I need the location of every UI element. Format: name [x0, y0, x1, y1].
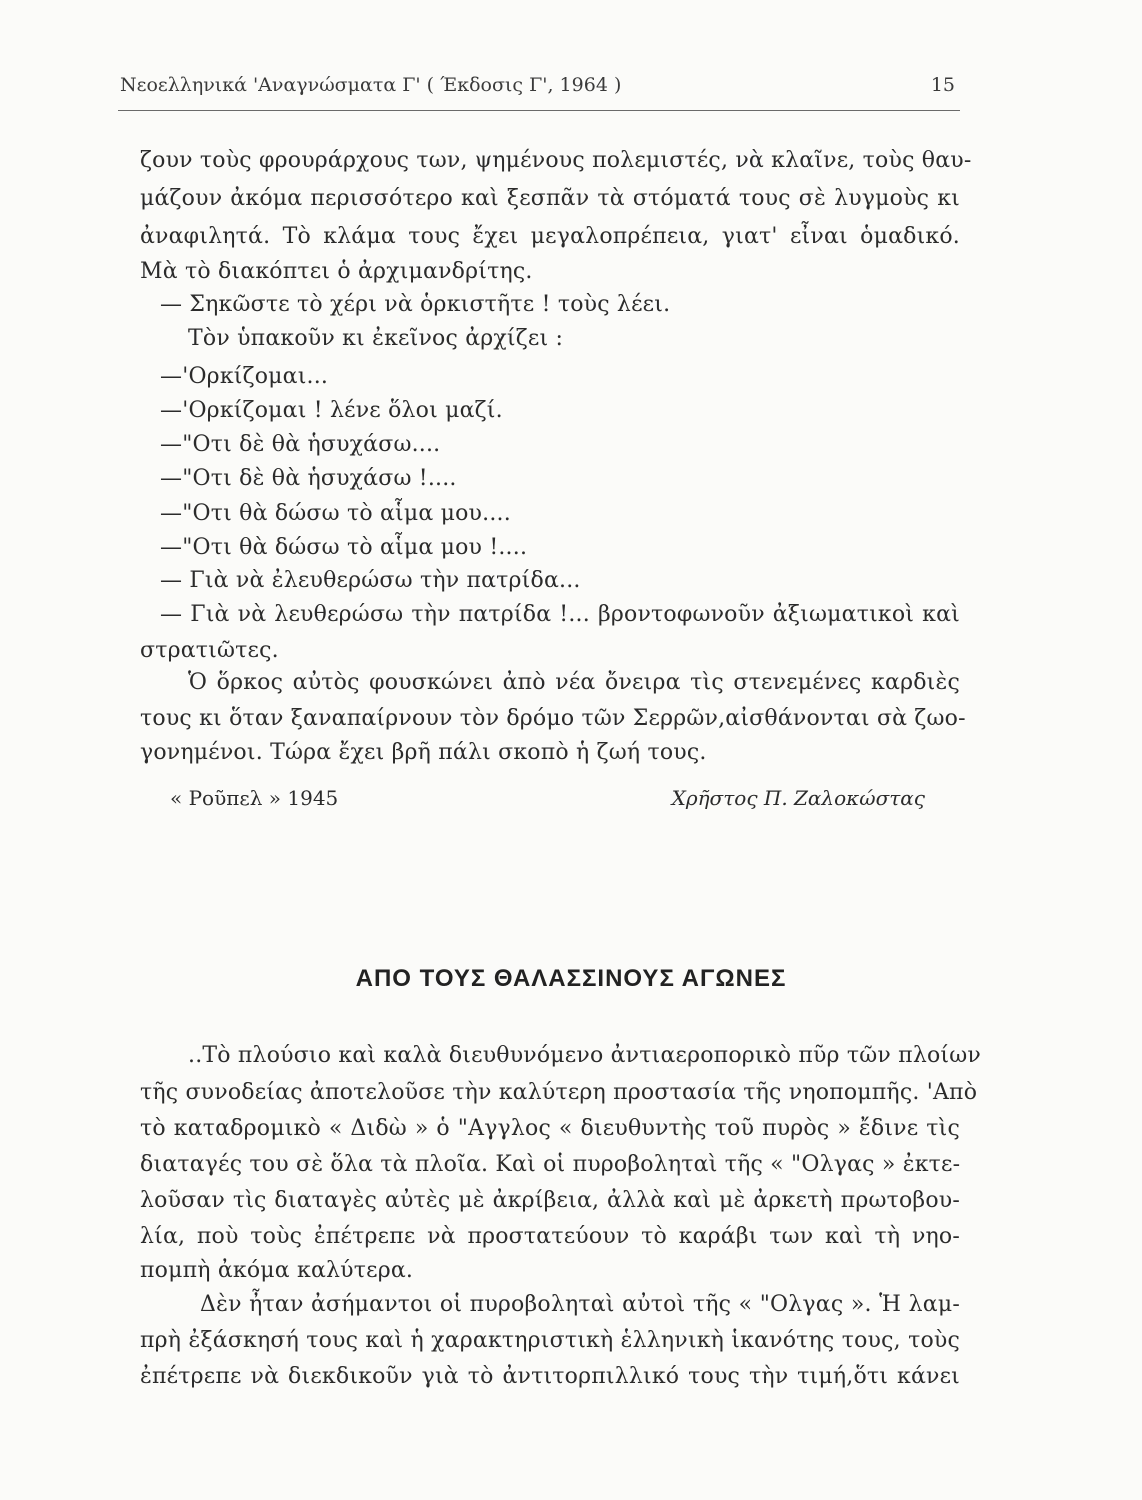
body-line: ..Τὸ πλούσιο καὶ καλὰ διευθυνόμενο ἀντιαεροπορικὸ πῦρ τῶν πλοίων	[188, 1043, 981, 1068]
body-line: — Γιὰ νὰ ἐλευθερώσω τὴν πατρίδα...	[160, 568, 581, 593]
body-line: —"Οτι δὲ θὰ ἡσυχάσω....	[160, 432, 441, 457]
body-line: λία, ποὺ τοὺς ἐπέτρεπε νὰ προστατεύουν τὸ καράβι των καὶ τὴ νηο-	[140, 1224, 960, 1249]
body-line: στρατιῶτες.	[140, 638, 279, 663]
body-line: — Σηκῶστε τὸ χέρι νὰ ὁρκιστῆτε ! τοὺς λέει.	[160, 292, 671, 317]
body-line: τῆς συνοδείας ἀποτελοῦσε τὴν καλύτερη προστασία τῆς νηοπομπῆς. 'Απὸ	[140, 1080, 978, 1105]
body-line: —"Οτι θὰ δώσω τὸ αἷμα μου....	[160, 501, 511, 526]
body-line: μάζουν ἀκόμα περισσότερο καὶ ξεσπᾶν τὰ στόματά τους σὲ λυγμοὺς κι	[140, 186, 960, 211]
body-line: διαταγές του σὲ ὅλα τὰ πλοῖα. Καὶ οἱ πυροβοληταὶ τῆς « "Ολγας » ἐκτε-	[140, 1152, 961, 1177]
body-line: τὸ καταδρομικὸ « Διδὼ » ὁ "Αγγλος « διευθυντὴς τοῦ πυρὸς » ἔδινε τὶς	[140, 1116, 960, 1141]
body-line: τους κι ὅταν ξαναπαίρνουν τὸν δρόμο τῶν Σερρῶν,αἰσθάνονται σὰ ζωο-	[140, 706, 966, 731]
page-number: 15	[930, 74, 955, 96]
body-line: ἐπέτρεπε νὰ διεκδικοῦν γιὰ τὸ ἀντιτορπιλλικό τους τὴν τιμή,ὅτι κάνει	[140, 1364, 960, 1389]
section-title: ΑΠΟ ΤΟΥΣ ΘΑΛΑΣΣΙΝΟΥΣ ΑΓΩΝΕΣ	[355, 965, 787, 992]
body-line: —"Οτι δὲ θὰ ἡσυχάσω !....	[160, 466, 457, 491]
source-citation: « Ροῦπελ » 1945	[170, 786, 339, 810]
body-line: λοῦσαν τὶς διαταγὲς αὐτὲς μὲ ἀκρίβεια, ἀλλὰ καὶ μὲ ἀρκετὴ πρωτοβου-	[140, 1188, 960, 1213]
body-line: —'Ορκίζομαι...	[160, 364, 329, 389]
running-header	[120, 74, 955, 96]
body-line: Μὰ τὸ διακόπτει ὁ ἀρχιμανδρίτης.	[140, 259, 533, 284]
author-name: Χρῆστος Π. Ζαλοκώστας	[671, 786, 925, 810]
body-line: Δὲν ἦταν ἀσήμαντοι οἱ πυροβοληταὶ αὐτοὶ τῆς « "Ολγας ». Ἡ λαμ-	[200, 1292, 960, 1317]
signature-row	[170, 786, 925, 810]
body-line: πομπὴ ἀκόμα καλύτερα.	[140, 1258, 414, 1283]
header-rule	[118, 110, 960, 111]
body-line: πρὴ ἐξάσκησή τους καὶ ἡ χαρακτηριστικὴ ἑλληνικὴ ἱκανότης τους, τοὺς	[140, 1328, 960, 1353]
body-line: —"Οτι θὰ δώσω τὸ αἷμα μου !....	[160, 535, 528, 560]
header-title: Νεοελληνικά 'Αναγνώσματα Γ' ( Έκδοσις Γ', 1964 )	[120, 74, 622, 96]
body-line: Τὸν ὑπακοῦν κι ἐκεῖνος ἀρχίζει :	[188, 326, 564, 351]
body-line: ζουν τοὺς φρουράρχους των, ψημένους πολεμιστές, νὰ κλαῖνε, τοὺς θαυ-	[140, 148, 972, 173]
body-line: γονημένοι. Τώρα ἔχει βρῆ πάλι σκοπὸ ἡ ζωή τους.	[140, 740, 707, 765]
body-line: ἀναφιλητά. Τὸ κλάμα τους ἔχει μεγαλοπρέπεια, γιατ' εἶναι ὁμαδικό.	[140, 224, 960, 249]
body-line: — Γιὰ νὰ λευθερώσω τὴν πατρίδα !... βροντοφωνοῦν ἀξιωματικοὶ καὶ	[160, 602, 960, 627]
body-line: Ὁ ὅρκος αὐτὸς φουσκώνει ἀπὸ νέα ὄνειρα τὶς στενεμένες καρδιὲς	[188, 670, 960, 695]
body-line: —'Ορκίζομαι ! λένε ὅλοι μαζί.	[160, 398, 503, 423]
